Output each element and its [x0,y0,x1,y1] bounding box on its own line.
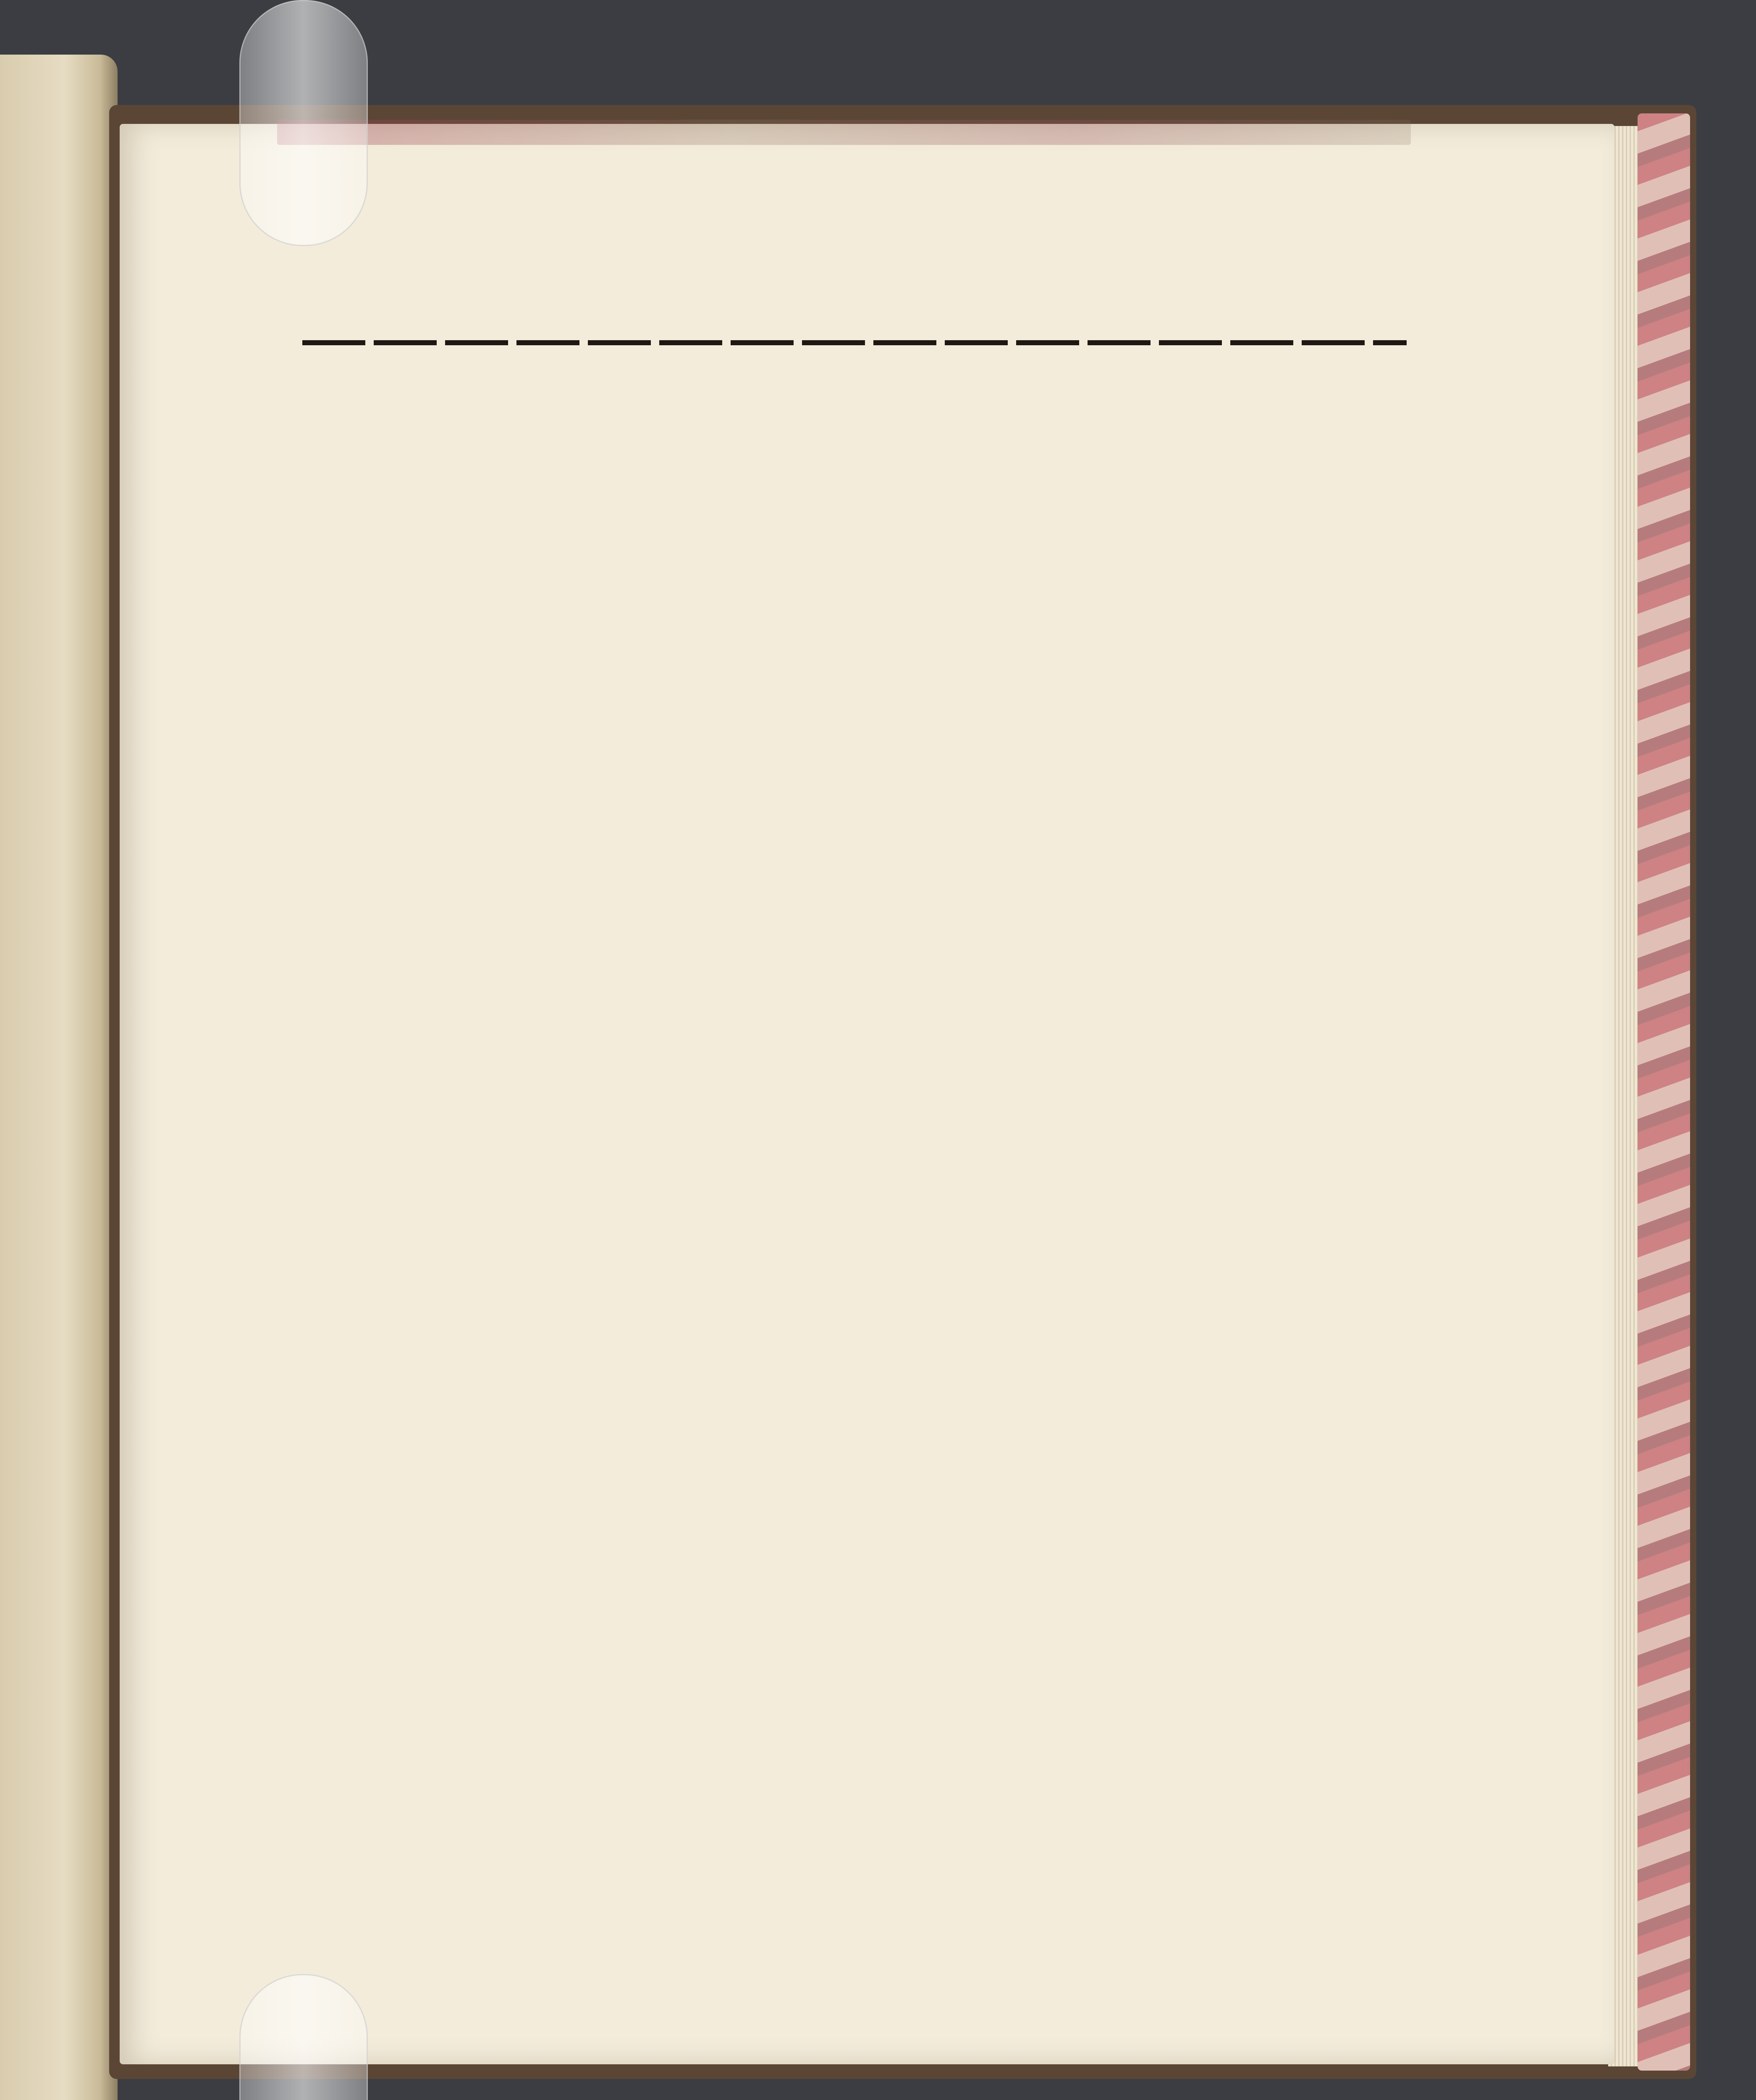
book-clip-top [239,0,368,246]
marbled-edge [1638,113,1690,2071]
book-clip-bottom [239,1974,368,2100]
header-rule [302,340,1407,345]
page-43 [120,124,1614,2064]
facing-page-left [0,55,118,2100]
top-edge-stain [277,120,1411,145]
